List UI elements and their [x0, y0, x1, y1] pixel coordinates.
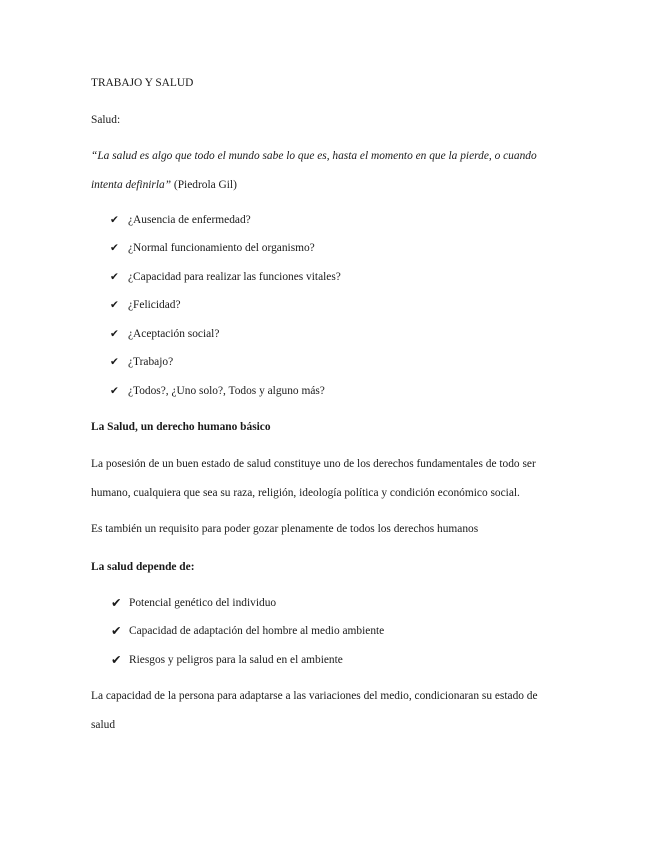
list-item-text: ¿Felicidad? — [128, 299, 181, 311]
check-icon: ✔ — [111, 623, 122, 638]
list-item-text: ¿Capacidad para realizar las funciones vitales? — [128, 271, 341, 283]
paragraph-line: Es también un requisito para poder gozar plenamente de todos los derechos humanos — [91, 523, 479, 535]
list-item-text: ¿Normal funcionamiento del organismo? — [128, 242, 315, 254]
list-item-text: ¿Todos?, ¿Uno solo?, Todos y alguno más? — [128, 385, 325, 397]
paragraph-line: humano, cualquiera que sea su raza, religión, ideología política y condición económico social. — [91, 487, 520, 499]
quote-line-2-text: intenta definirla” — [91, 179, 172, 191]
list-item-text: ¿Ausencia de enfermedad? — [128, 214, 251, 226]
check-icon: ✔ — [111, 595, 122, 610]
list-item-text: ¿Trabajo? — [128, 356, 174, 368]
list-item-text: Capacidad de adaptación del hombre al medio ambiente — [129, 625, 385, 637]
quote-line-1: “La salud es algo que todo el mundo sabe lo que es, hasta el momento en que la pierde, o cuando — [91, 150, 537, 162]
check-icon: ✔ — [111, 652, 122, 667]
document-title: TRABAJO Y SALUD — [91, 77, 194, 89]
paragraph-line: salud — [91, 719, 116, 731]
check-icon: ✔ — [110, 328, 119, 340]
paragraph-line: La posesión de un buen estado de salud constituye uno de los derechos fundamentales de todo ser — [91, 458, 536, 470]
check-icon: ✔ — [110, 214, 119, 226]
check-icon: ✔ — [110, 385, 119, 397]
check-icon: ✔ — [110, 299, 119, 311]
quote-line-2 — [91, 178, 237, 192]
section-heading-depende: La salud depende de: — [91, 561, 195, 573]
section-heading-derecho: La Salud, un derecho humano básico — [91, 421, 271, 433]
paragraph-line: La capacidad de la persona para adaptarse a las variaciones del medio, condicionaran su estado de — [91, 690, 538, 702]
check-icon: ✔ — [110, 242, 119, 254]
check-icon: ✔ — [110, 271, 119, 283]
list-item-text: ¿Aceptación social? — [128, 328, 220, 340]
list-item-text: Potencial genético del individuo — [129, 597, 277, 609]
quote-attribution: (Piedrola Gil) — [173, 179, 237, 191]
salud-label: Salud: — [91, 114, 121, 126]
list-item-text: Riesgos y peligros para la salud en el ambiente — [129, 654, 343, 666]
check-icon: ✔ — [110, 356, 119, 368]
